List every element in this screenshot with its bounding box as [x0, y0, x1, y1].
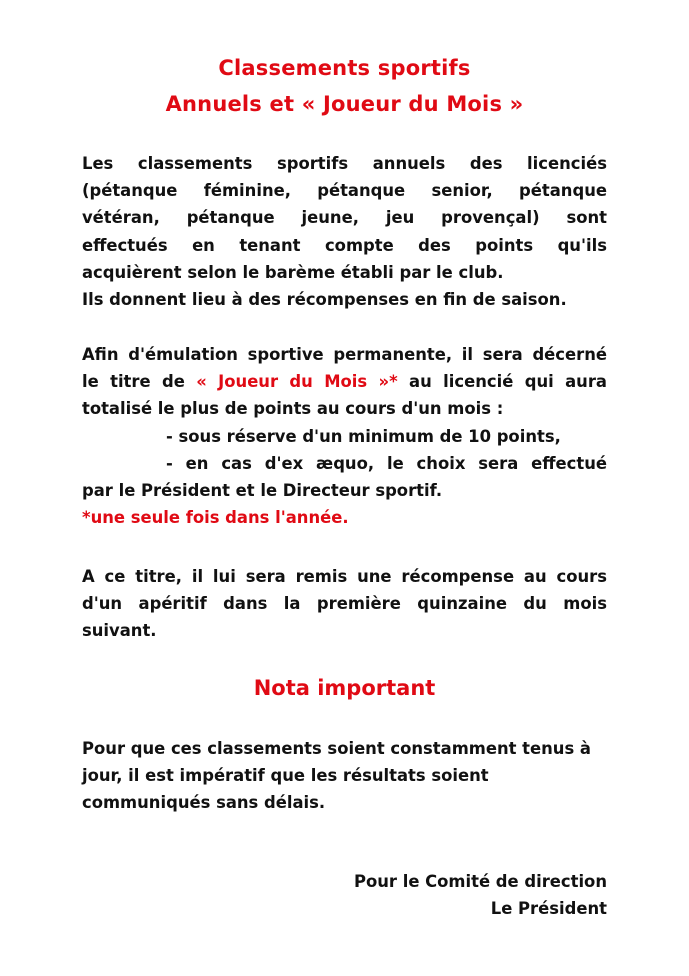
text-line [82, 368, 607, 395]
nota-heading: Nota important [253, 676, 436, 700]
paragraph-reward [82, 563, 607, 645]
paragraph-annual-rankings [82, 150, 607, 313]
condition-item: - en cas d'ex æquo, le choix sera effectué [166, 453, 607, 473]
text-line: (pétanque féminine, pétanque senior, pétanque [82, 181, 607, 201]
document-title: Classements sportifs [218, 56, 471, 80]
text-line: vétéran, pétanque jeune, jeu provençal) sont [82, 208, 607, 228]
text-line: totalisé le plus de points au cours d'un mois : [82, 399, 504, 419]
paragraph-player-of-month [82, 341, 607, 531]
condition-item: - sous réserve d'un minimum de 10 points, [166, 426, 561, 446]
text-segment: le titre de [82, 372, 197, 392]
text-line: Les classements sportifs annuels des licenciés [82, 154, 607, 173]
text-segment: au licencié qui aura [397, 372, 607, 392]
text-line: Afin d'émulation sportive permanente, il sera décerné [82, 345, 607, 364]
text-line: Ils donnent lieu à des récompenses en fin de saison. [82, 289, 567, 309]
highlight-joueur-du-mois: « Joueur du Mois »* [196, 372, 398, 392]
text-line: jour, il est impératif que les résultats soient [82, 766, 489, 786]
document-subtitle: Annuels et « Joueur du Mois » [165, 92, 524, 116]
text-line: A ce titre, il lui sera remis une récompense au cours [82, 567, 607, 586]
text-line: d'un apéritif dans la première quinzaine du mois [82, 594, 607, 614]
paragraph-nota [82, 735, 607, 817]
text-line: par le Président et le Directeur sportif. [82, 480, 443, 500]
signature-line: Le Président [490, 899, 607, 918]
text-line: acquièrent selon le barème établi par le club. [82, 262, 504, 282]
text-line: effectués en tenant compte des points qu'ils [82, 235, 607, 255]
footnote: *une seule fois dans l'année. [82, 508, 349, 528]
text-line: suivant. [82, 621, 157, 641]
signature-block [354, 868, 607, 922]
text-line: communiqués sans délais. [82, 793, 326, 813]
text-line: Pour que ces classements soient constamment tenus à [82, 739, 591, 758]
signature-line: Pour le Comité de direction [353, 872, 607, 891]
